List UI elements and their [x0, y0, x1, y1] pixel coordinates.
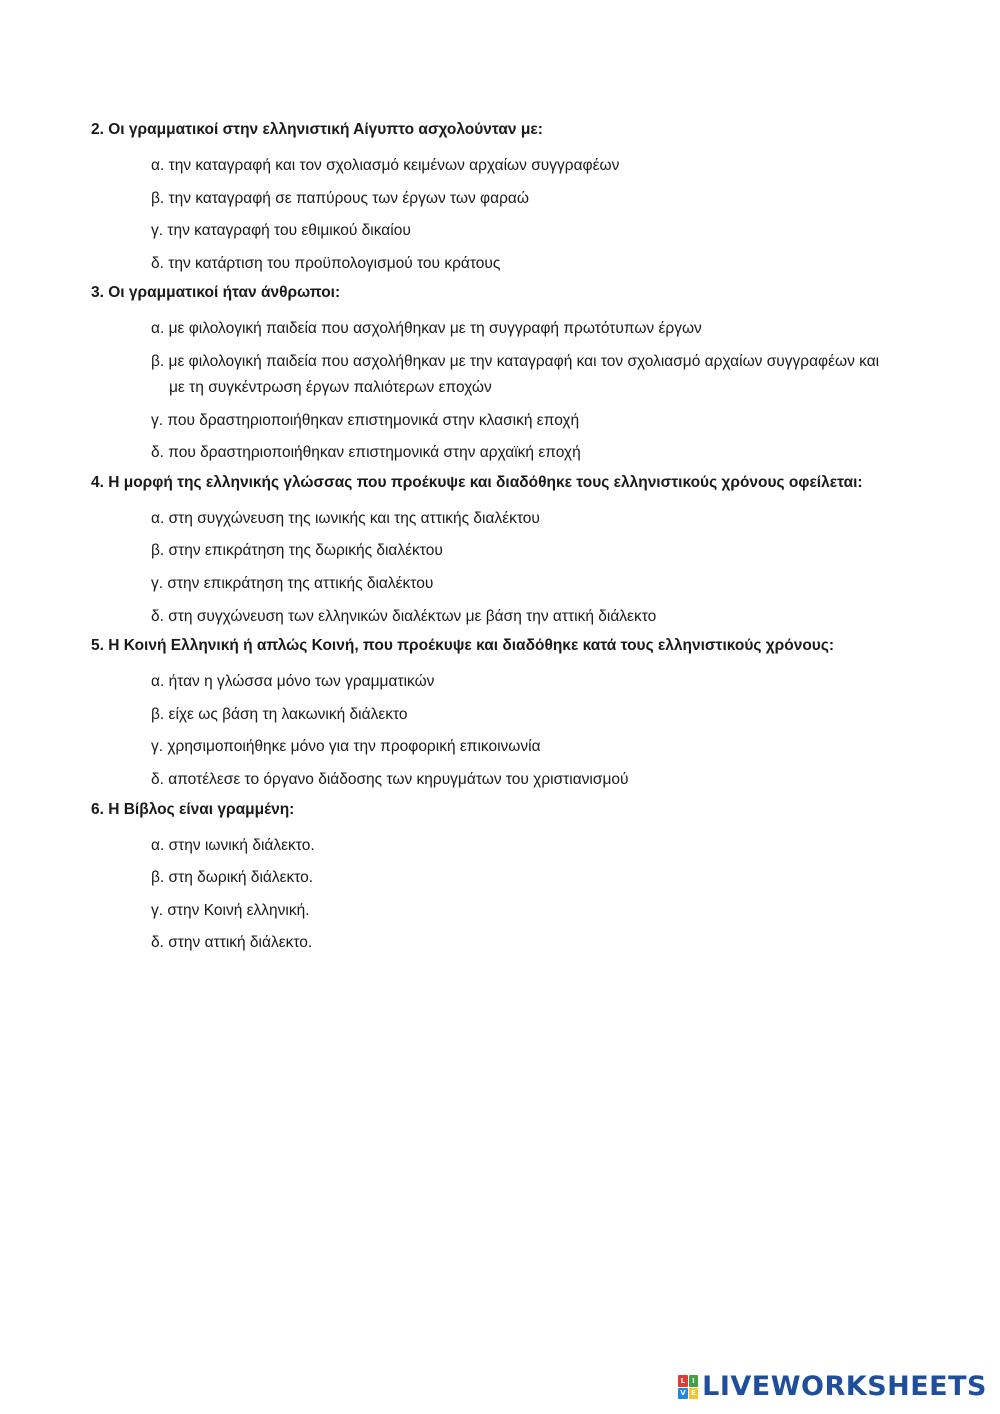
question-3: [91, 283, 951, 466]
logo-tile: V: [678, 1388, 688, 1400]
brand-name: LIVEWORKSHEETS: [702, 1371, 987, 1402]
answer-option: δ. αποτέλεσε το όργανο διάδοσης των κηρυγμάτων του χριστιανισμού: [151, 770, 629, 788]
question-2: [91, 120, 951, 277]
answer-option: δ. στην αττική διάλεκτο.: [151, 934, 313, 952]
worksheet: [91, 120, 951, 963]
answer-option: β. είχε ως βάση τη λακωνική διάλεκτο: [151, 705, 408, 723]
answer-option: γ. στην επικράτηση της αττικής διαλέκτου: [151, 574, 434, 592]
answer-option: γ. χρησιμοποιήθηκε μόνο για την προφορική επικοινωνία: [151, 738, 541, 756]
answer-option: β. στην επικράτηση της δωρικής διαλέκτου: [151, 542, 443, 560]
answer-option: α. με φιλολογική παιδεία που ασχολήθηκαν με τη συγγραφή πρωτότυπων έργων: [151, 320, 702, 338]
answer-option: α. στη συγχώνευση της ιωνικής και της αττικής διαλέκτου: [151, 509, 540, 527]
answer-option: α. την καταγραφή και τον σχολιασμό κειμένων αρχαίων συγγραφέων: [151, 157, 620, 174]
answer-option: α. ήταν η γλώσσα μόνο των γραμματικών: [151, 673, 435, 691]
answer-option: γ. στην Κοινή ελληνική.: [151, 901, 310, 919]
question-title: 3. Οι γραμματικοί ήταν άνθρωποι:: [91, 284, 341, 302]
question-title: 6. Η Βίβλος είναι γραμμένη:: [91, 800, 295, 818]
question-5: [91, 636, 951, 793]
answer-option: δ. που δραστηριοποιήθηκαν επιστημονικά στην αρχαϊκή εποχή: [151, 444, 581, 462]
logo-tile: E: [689, 1388, 699, 1400]
answer-option: β. την καταγραφή σε παπύρους των έργων των φαραώ: [151, 189, 529, 207]
answer-option: α. στην ιωνική διάλεκτο.: [151, 836, 315, 854]
logo-tile: I: [689, 1375, 699, 1387]
liveworksheets-brand: [678, 1372, 987, 1402]
answer-option: γ. την καταγραφή του εθιμικού δικαίου: [151, 222, 411, 240]
answer-option: δ. την κατάρτιση του προϋπολογισμού του κράτους: [151, 254, 501, 272]
answer-option: β. στη δωρική διάλεκτο.: [151, 869, 314, 887]
question-6: [91, 800, 951, 957]
question-title: 2. Οι γραμματικοί στην ελληνιστική Αίγυπτο ασχολούνταν με:: [91, 121, 543, 138]
question-4: [91, 473, 951, 630]
question-title: 5. Η Κοινή Ελληνική ή απλώς Κοινή, που προέκυψε και διαδόθηκε κατά τους ελληνιστικούς χρόνους:: [91, 637, 835, 655]
answer-option: γ. που δραστηριοποιήθηκαν επιστημονικά στην κλασική εποχή: [151, 411, 580, 429]
answer-option: β. με φιλολογική παιδεία που ασχολήθηκαν με την καταγραφή και τον σχολιασμό αρχαίων συγγραφέων και με τη συγκέντρωση έργων παλιότερων εποχών: [151, 352, 880, 396]
logo-tile: L: [678, 1375, 688, 1387]
question-title: 4. Η μορφή της ελληνικής γλώσσας που προέκυψε και διαδόθηκε τους ελληνιστικούς χρόνους οφείλεται:: [91, 473, 863, 491]
liveworksheets-logo-icon: [678, 1375, 698, 1399]
answer-option: δ. στη συγχώνευση των ελληνικών διαλέκτων με βάση την αττική διάλεκτο: [151, 607, 657, 625]
